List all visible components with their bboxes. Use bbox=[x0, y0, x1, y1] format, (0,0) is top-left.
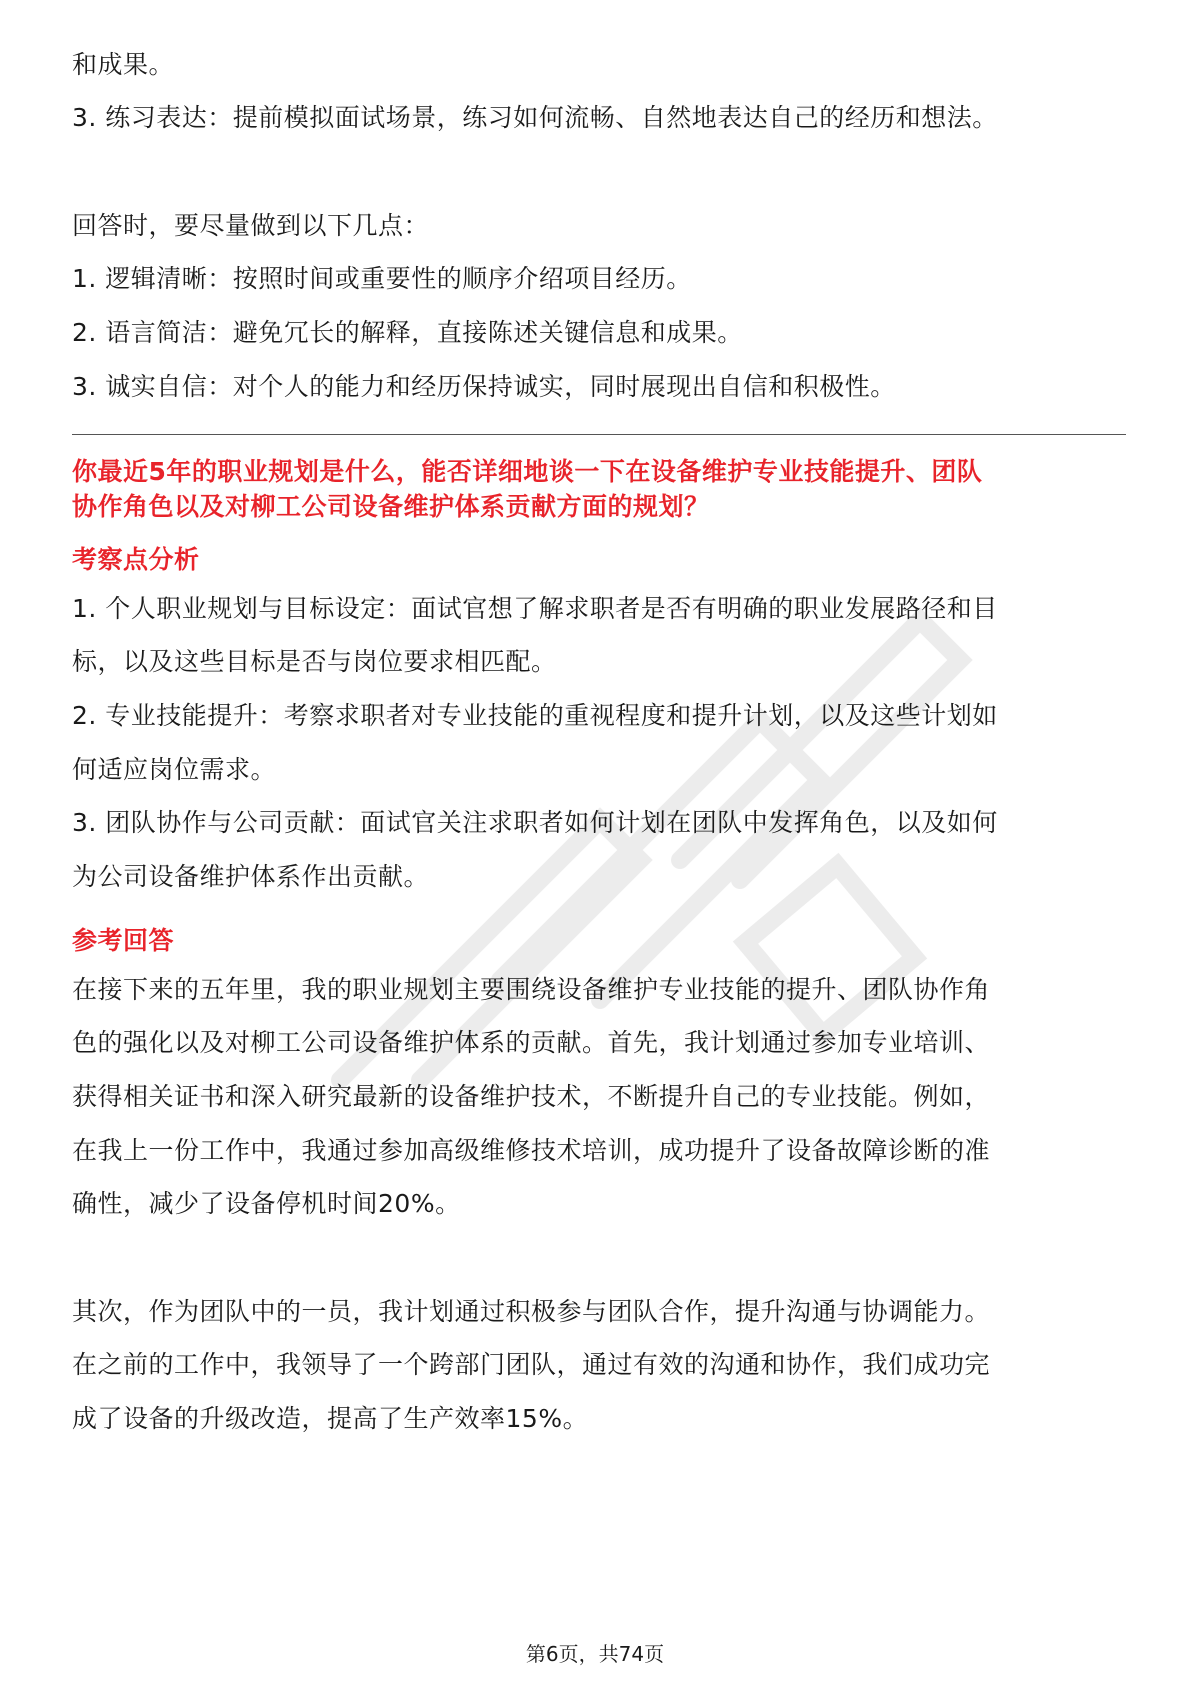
analysis-item-3-line-2: 为公司设备维护体系作出贡献。 bbox=[72, 862, 430, 891]
analysis-item-2-line-2: 何适应岗位需求。 bbox=[72, 755, 277, 784]
analysis-item-3-line-1: 3. 团队协作与公司贡献：面试官关注求职者如何计划在团队中发挥角色，以及如何 bbox=[72, 808, 998, 837]
reference-para-1-line-3: 获得相关证书和深入研究最新的设备维护技术，不断提升自己的专业技能。例如， bbox=[72, 1082, 991, 1111]
page-number-footer: 第6页，共74页 bbox=[525, 1642, 665, 1666]
text-line: 和成果。 bbox=[72, 50, 175, 79]
answer-tip-3: 3. 诚实自信：对个人的能力和经历保持诚实，同时展现出自信和积极性。 bbox=[72, 372, 896, 401]
reference-para-1-line-5: 确性，减少了设备停机时间20%。 bbox=[72, 1189, 461, 1218]
section-divider bbox=[72, 434, 1126, 435]
reference-para-1-line-2: 色的强化以及对柳工公司设备维护体系的贡献。首先，我计划通过参加专业培训、 bbox=[72, 1028, 991, 1057]
reference-para-2-line-3: 成了设备的升级改造，提高了生产效率15%。 bbox=[72, 1404, 589, 1433]
analysis-item-1-line-2: 标，以及这些目标是否与岗位要求相匹配。 bbox=[72, 647, 557, 676]
answer-tip-1: 1. 逻辑清晰：按照时间或重要性的顺序介绍项目经历。 bbox=[72, 264, 692, 293]
reference-para-1-line-4: 在我上一份工作中，我通过参加高级维修技术培训，成功提升了设备故障诊断的准 bbox=[72, 1136, 991, 1165]
reference-heading: 参考回答 bbox=[72, 926, 175, 955]
reference-para-2-line-2: 在之前的工作中，我领导了一个跨部门团队，通过有效的沟通和协作，我们成功完 bbox=[72, 1350, 991, 1379]
reference-para-1-line-1: 在接下来的五年里，我的职业规划主要围绕设备维护专业技能的提升、团队协作角 bbox=[72, 975, 991, 1004]
answer-tip-2: 2. 语言简洁：避免冗长的解释，直接陈述关键信息和成果。 bbox=[72, 318, 743, 347]
analysis-heading: 考察点分析 bbox=[72, 545, 200, 574]
question-line-2: 协作角色以及对柳工公司设备维护体系贡献方面的规划？ bbox=[72, 492, 710, 521]
question-line-1: 你最近5年的职业规划是什么，能否详细地谈一下在设备维护专业技能提升、团队 bbox=[72, 457, 983, 486]
reference-para-2-line-1: 其次，作为团队中的一员，我计划通过积极参与团队合作，提升沟通与协调能力。 bbox=[72, 1297, 991, 1326]
analysis-item-2-line-1: 2. 专业技能提升：考察求职者对专业技能的重视程度和提升计划，以及这些计划如 bbox=[72, 701, 998, 730]
answer-tips-intro: 回答时，要尽量做到以下几点： bbox=[72, 211, 430, 240]
prep-item-3: 3. 练习表达：提前模拟面试场景，练习如何流畅、自然地表达自己的经历和想法。 bbox=[72, 103, 998, 132]
analysis-item-1-line-1: 1. 个人职业规划与目标设定：面试官想了解求职者是否有明确的职业发展路径和目 bbox=[72, 594, 998, 623]
